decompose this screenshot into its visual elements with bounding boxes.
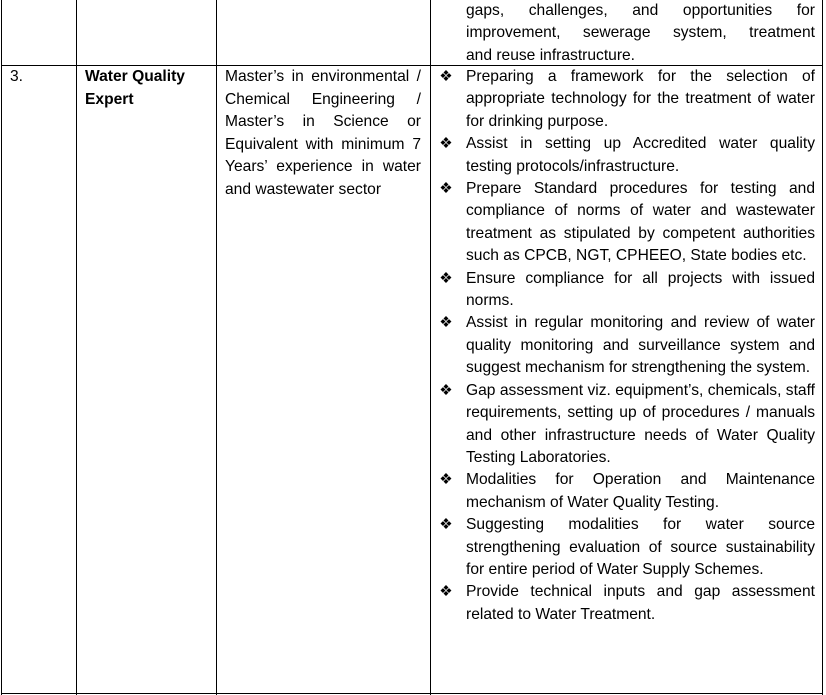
list-item (432, 469, 815, 514)
responsibilities-list (432, 66, 815, 626)
previous-row-text (466, 0, 815, 67)
list-item-text: Prepare Standard procedures for testing and compliance of norms of water and wastewater treatment as stipulated by competent authorities such as CPCB, NGT, CPHEEO, State bodies etc. (466, 180, 815, 265)
list-item (432, 268, 815, 313)
list-item (432, 312, 815, 379)
qualification-paragraph: Master’s in environmental / Chemical Engineering / Master’s in Science or Equivalent with minimum 7 Years’ experience in water and wastewater sector (225, 68, 421, 198)
diamond-bullet-icon: ❖ (439, 180, 453, 198)
list-item-text: Gap assessment viz. equipment’s, chemicals, staff requirements, setting up of procedures / manuals and other infrastructure needs of Water Quality Testing Laboratories. (466, 381, 815, 466)
list-item-text: Ensure compliance for all projects with issued norms. (466, 269, 815, 310)
previous-row-line-3: and reuse infrastructure. (466, 46, 636, 64)
list-item-text: Modalities for Operation and Maintenance mechanism of Water Quality Testing. (466, 471, 815, 511)
diamond-bullet-icon: ❖ (439, 381, 453, 399)
diamond-bullet-icon: ❖ (439, 68, 453, 85)
column-divider-3 (430, 0, 431, 695)
role-title: Water Quality Expert (85, 68, 185, 108)
qualification-text (225, 66, 421, 201)
list-item (432, 133, 815, 178)
table-border-bottom (1, 693, 823, 694)
list-item-text: Preparing a framework for the selection of appropriate technology for the treatment of water for drinking purpose. (466, 68, 815, 130)
previous-row-line-2: improvement, sewerage system, treatment (466, 24, 815, 42)
list-item-text: Assist in regular monitoring and review of water quality monitoring and surveillance system and suggest mechanism for strengthening the system. (466, 314, 815, 377)
diamond-bullet-icon: ❖ (439, 269, 453, 287)
list-item-text: Assist in setting up Accredited water quality testing protocols/infrastructure. (466, 135, 815, 175)
list-item (432, 380, 815, 470)
previous-row-line-1: gaps, challenges, and opportunities for (466, 2, 815, 19)
list-item (432, 178, 815, 268)
column-divider-2 (216, 0, 217, 695)
list-item (432, 514, 815, 581)
table-border-left (1, 0, 2, 695)
row-number: 3. (10, 68, 24, 85)
diamond-bullet-icon: ❖ (439, 135, 453, 153)
diamond-bullet-icon: ❖ (439, 314, 453, 332)
list-item-text: Provide technical inputs and gap assessment related to Water Treatment. (466, 583, 815, 623)
diamond-bullet-icon: ❖ (439, 583, 453, 601)
list-item (432, 581, 815, 626)
list-item (432, 66, 815, 133)
list-item-text: Suggesting modalities for water source strengthening evaluation of source sustainability for entire period of Water Supply Schemes. (466, 516, 815, 578)
column-divider-1 (76, 0, 77, 695)
diamond-bullet-icon: ❖ (439, 471, 453, 489)
diamond-bullet-icon: ❖ (439, 516, 453, 534)
table-border-right (822, 0, 823, 695)
